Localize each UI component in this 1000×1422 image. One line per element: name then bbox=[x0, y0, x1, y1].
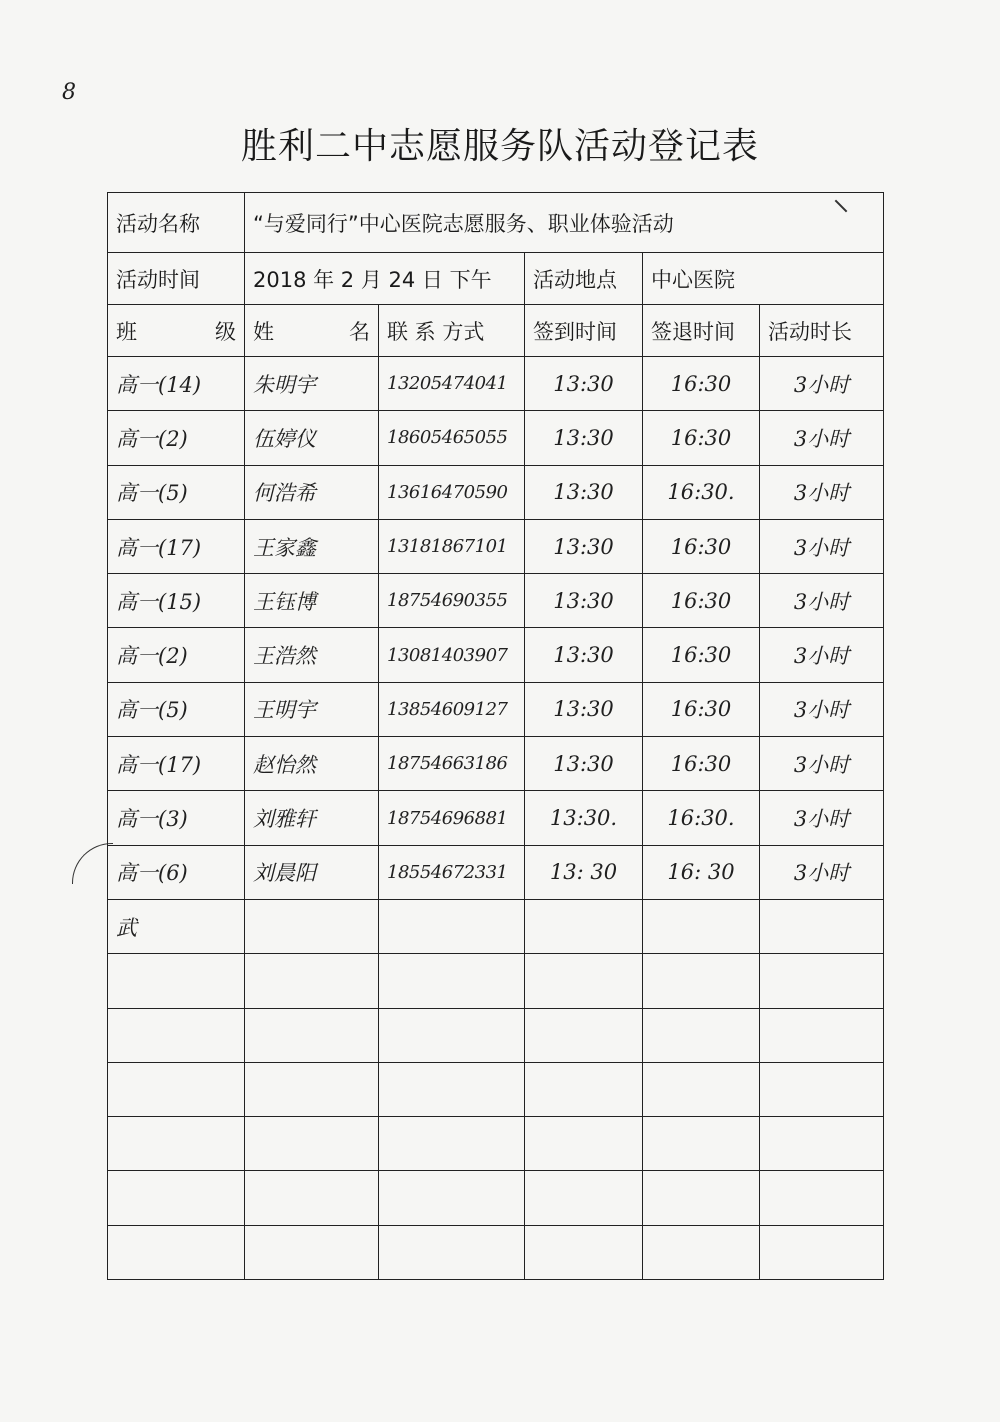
duration-cell: 3小时 bbox=[760, 519, 884, 573]
sign-in-cell: 13:30 bbox=[525, 737, 643, 791]
phone-cell: 13181867101 bbox=[379, 519, 525, 573]
phone-cell bbox=[379, 1225, 525, 1279]
activity-time-label: 活动时间 bbox=[108, 253, 245, 305]
name-cell: 王明宇 bbox=[245, 682, 379, 736]
sign-out-cell: 16:30 bbox=[643, 737, 760, 791]
duration-cell: 3小时 bbox=[760, 465, 884, 519]
contact-header: 联 系 方式 bbox=[379, 305, 525, 357]
duration-cell bbox=[760, 1008, 884, 1062]
table-row bbox=[108, 465, 884, 519]
table-row bbox=[108, 1008, 884, 1062]
activity-name-label: 活动名称 bbox=[108, 193, 245, 253]
sign-in-cell: 13:30 bbox=[525, 519, 643, 573]
duration-cell bbox=[760, 899, 884, 953]
duration-cell bbox=[760, 954, 884, 1008]
sign-in-cell: 13:30 bbox=[525, 574, 643, 628]
sign-out-cell bbox=[643, 1117, 760, 1171]
sign-in-cell bbox=[525, 1171, 643, 1225]
name-cell: 朱明宇 bbox=[245, 357, 379, 411]
name-cell bbox=[245, 899, 379, 953]
table-row bbox=[108, 628, 884, 682]
class-cell bbox=[108, 1225, 245, 1279]
class-header bbox=[108, 305, 245, 357]
sign-out-cell: 16:30 bbox=[643, 574, 760, 628]
duration-cell bbox=[760, 1062, 884, 1116]
class-cell bbox=[108, 954, 245, 1008]
table-row bbox=[108, 574, 884, 628]
phone-cell bbox=[379, 1008, 525, 1062]
name-cell bbox=[245, 1225, 379, 1279]
class-cell: 高一(5) bbox=[108, 682, 245, 736]
duration-cell: 3小时 bbox=[760, 357, 884, 411]
name-header-b: 名 bbox=[349, 319, 370, 344]
sign-out-cell bbox=[643, 954, 760, 1008]
table-row bbox=[108, 1117, 884, 1171]
duration-cell: 3小时 bbox=[760, 574, 884, 628]
sign-in-cell: 13:30 bbox=[525, 682, 643, 736]
table-row bbox=[108, 737, 884, 791]
class-cell bbox=[108, 1008, 245, 1062]
name-cell bbox=[245, 1171, 379, 1225]
page-number: 8 bbox=[62, 80, 76, 105]
class-header-a: 班 bbox=[116, 319, 137, 344]
class-cell: 高一(6) bbox=[108, 845, 245, 899]
name-cell bbox=[245, 1117, 379, 1171]
activity-name-row bbox=[108, 193, 884, 253]
duration-cell: 3小时 bbox=[760, 628, 884, 682]
duration-cell: 3小时 bbox=[760, 411, 884, 465]
sign-out-cell: 16:30 bbox=[643, 411, 760, 465]
phone-cell: 13616470590 bbox=[379, 465, 525, 519]
sign-in-cell: 13:30 bbox=[525, 465, 643, 519]
class-cell: 高一(15) bbox=[108, 574, 245, 628]
duration-header: 活动时长 bbox=[760, 305, 884, 357]
phone-cell bbox=[379, 1062, 525, 1116]
duration-cell bbox=[760, 1225, 884, 1279]
name-cell: 王钰博 bbox=[245, 574, 379, 628]
sign-in-cell bbox=[525, 1117, 643, 1171]
sign-out-cell: 16:30. bbox=[643, 465, 760, 519]
table-row bbox=[108, 1225, 884, 1279]
page-title: 胜利二中志愿服务队活动登记表 bbox=[240, 126, 759, 167]
sign-out-cell: 16:30 bbox=[643, 357, 760, 411]
phone-cell bbox=[379, 954, 525, 1008]
class-cell: 高一(17) bbox=[108, 519, 245, 573]
column-header-row bbox=[108, 305, 884, 357]
table-row bbox=[108, 1062, 884, 1116]
sign-out-cell bbox=[643, 1008, 760, 1062]
phone-cell: 13205474041 bbox=[379, 357, 525, 411]
class-cell bbox=[108, 1117, 245, 1171]
sign-out-cell: 16:30 bbox=[643, 628, 760, 682]
sign-out-cell: 16:30 bbox=[643, 519, 760, 573]
class-cell: 高一(3) bbox=[108, 791, 245, 845]
table-row bbox=[108, 899, 884, 953]
duration-cell bbox=[760, 1117, 884, 1171]
phone-cell: 18554672331 bbox=[379, 845, 525, 899]
name-cell: 刘雅轩 bbox=[245, 791, 379, 845]
sign-in-cell: 13: 30 bbox=[525, 845, 643, 899]
class-cell: 高一(14) bbox=[108, 357, 245, 411]
table-row bbox=[108, 519, 884, 573]
sign-out-cell bbox=[643, 1171, 760, 1225]
name-header bbox=[245, 305, 379, 357]
registration-table bbox=[107, 192, 884, 1280]
duration-cell: 3小时 bbox=[760, 845, 884, 899]
duration-cell: 3小时 bbox=[760, 682, 884, 736]
phone-cell: 18605465055 bbox=[379, 411, 525, 465]
table-row bbox=[108, 682, 884, 736]
class-cell: 武 bbox=[108, 899, 245, 953]
phone-cell: 18754663186 bbox=[379, 737, 525, 791]
sign-in-cell bbox=[525, 954, 643, 1008]
sign-in-cell bbox=[525, 899, 643, 953]
name-header-a: 姓 bbox=[253, 319, 274, 344]
sign-out-cell bbox=[643, 899, 760, 953]
phone-cell bbox=[379, 899, 525, 953]
sign-out-cell: 16: 30 bbox=[643, 845, 760, 899]
name-cell: 何浩希 bbox=[245, 465, 379, 519]
class-cell: 高一(2) bbox=[108, 628, 245, 682]
class-header-b: 级 bbox=[215, 319, 236, 344]
sign-in-cell bbox=[525, 1225, 643, 1279]
phone-cell: 13081403907 bbox=[379, 628, 525, 682]
sign-out-header: 签退时间 bbox=[643, 305, 760, 357]
table-row bbox=[108, 1171, 884, 1225]
activity-time-row bbox=[108, 253, 884, 305]
activity-time-value: 2018 年 2 月 24 日 下午 bbox=[245, 253, 525, 305]
sign-in-header: 签到时间 bbox=[525, 305, 643, 357]
activity-place-label: 活动地点 bbox=[525, 253, 643, 305]
sign-out-cell bbox=[643, 1062, 760, 1116]
activity-name-value: “与爱同行”中心医院志愿服务、职业体验活动 bbox=[245, 193, 884, 253]
table-row bbox=[108, 357, 884, 411]
name-cell: 伍婷仪 bbox=[245, 411, 379, 465]
sign-in-cell bbox=[525, 1062, 643, 1116]
class-cell: 高一(17) bbox=[108, 737, 245, 791]
sign-in-cell bbox=[525, 1008, 643, 1062]
name-cell: 王家鑫 bbox=[245, 519, 379, 573]
name-cell bbox=[245, 1008, 379, 1062]
activity-place-value: 中心医院 bbox=[643, 253, 884, 305]
class-cell bbox=[108, 1062, 245, 1116]
table-row bbox=[108, 845, 884, 899]
duration-cell bbox=[760, 1171, 884, 1225]
phone-cell bbox=[379, 1117, 525, 1171]
phone-cell: 13854609127 bbox=[379, 682, 525, 736]
sign-in-cell: 13:30 bbox=[525, 411, 643, 465]
phone-cell: 18754696881 bbox=[379, 791, 525, 845]
class-cell bbox=[108, 1171, 245, 1225]
duration-cell: 3小时 bbox=[760, 791, 884, 845]
table-row bbox=[108, 411, 884, 465]
name-cell: 刘晨阳 bbox=[245, 845, 379, 899]
name-cell bbox=[245, 954, 379, 1008]
duration-cell: 3小时 bbox=[760, 737, 884, 791]
sign-in-cell: 13:30. bbox=[525, 791, 643, 845]
sign-in-cell: 13:30 bbox=[525, 628, 643, 682]
class-cell: 高一(5) bbox=[108, 465, 245, 519]
table-row bbox=[108, 954, 884, 1008]
phone-cell bbox=[379, 1171, 525, 1225]
name-cell: 赵怡然 bbox=[245, 737, 379, 791]
phone-cell: 18754690355 bbox=[379, 574, 525, 628]
sign-out-cell: 16:30 bbox=[643, 682, 760, 736]
sign-out-cell bbox=[643, 1225, 760, 1279]
name-cell: 王浩然 bbox=[245, 628, 379, 682]
sign-in-cell: 13:30 bbox=[525, 357, 643, 411]
table-row bbox=[108, 791, 884, 845]
name-cell bbox=[245, 1062, 379, 1116]
class-cell: 高一(2) bbox=[108, 411, 245, 465]
sign-out-cell: 16:30. bbox=[643, 791, 760, 845]
